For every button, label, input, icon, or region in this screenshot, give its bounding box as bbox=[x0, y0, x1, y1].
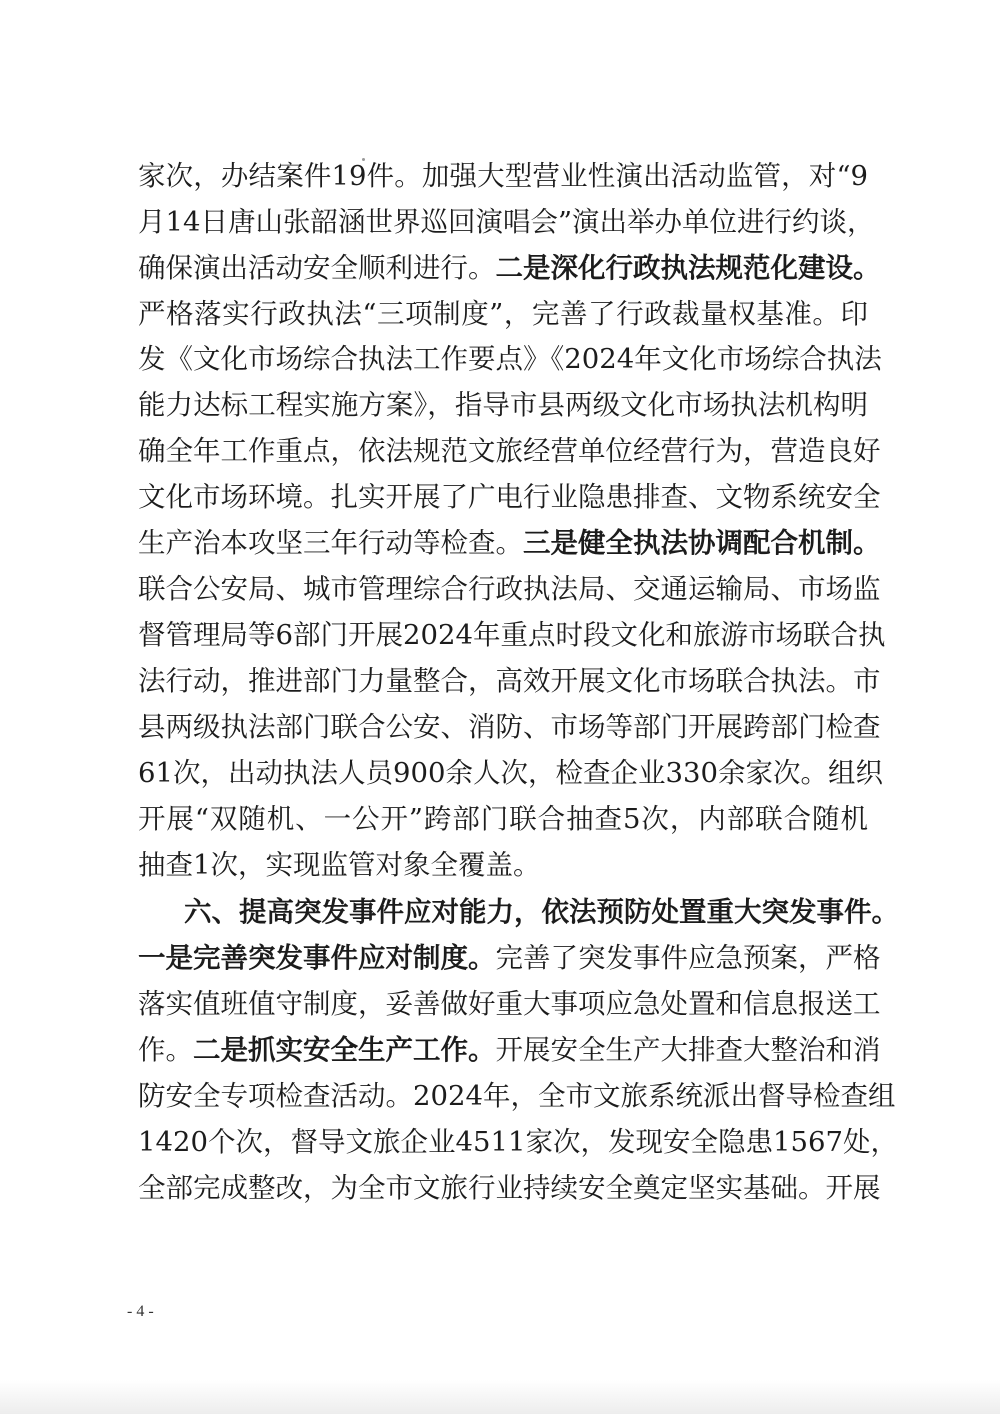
text-line bbox=[138, 248, 881, 288]
text-line bbox=[138, 339, 882, 379]
text-line bbox=[138, 938, 881, 978]
text-line bbox=[138, 156, 868, 196]
text-segment: 全部完成整改，为全市文旅行业持续安全奠定坚实基础。开展 bbox=[138, 1172, 881, 1204]
text-line bbox=[138, 1168, 881, 1208]
text-line bbox=[138, 569, 881, 609]
bold-text-segment: 二是深化行政执法规范化建设。 bbox=[495, 252, 881, 284]
bold-text-segment: 一是完善突发事件应对制度。 bbox=[138, 942, 496, 974]
text-line bbox=[138, 753, 883, 793]
text-segment: 确保演出活动安全顺利进行。 bbox=[138, 252, 496, 284]
text-segment: 严格落实行政执法“三项制度”，完善了行政裁量权基准。印 bbox=[138, 298, 868, 330]
text-line bbox=[138, 1076, 896, 1116]
text-segment: 家次，办结案件19件。加强大型营业性演出活动监管，对“9 bbox=[138, 160, 868, 192]
text-line bbox=[138, 615, 886, 655]
scan-edge-shadow bbox=[0, 1380, 1000, 1414]
text-line bbox=[138, 385, 868, 425]
bold-text-segment: 二是抓实安全生产工作。 bbox=[193, 1034, 496, 1066]
text-line bbox=[138, 707, 881, 747]
text-segment: 61次，出动执法人员900余人次，检查企业330余家次。组织 bbox=[138, 757, 883, 789]
text-segment: 作。 bbox=[138, 1034, 193, 1066]
text-line bbox=[138, 845, 868, 885]
text-segment: 生产治本攻坚三年行动等检查。 bbox=[138, 527, 523, 559]
text-segment: 防安全专项检查活动。2024年，全市文旅系统派出督导检查组 bbox=[138, 1080, 896, 1112]
bold-text-segment: 三是健全执法协调配合机制。 bbox=[523, 527, 881, 559]
text-segment: 法行动，推进部门力量整合，高效开展文化市场联合执法。市 bbox=[138, 665, 881, 697]
text-line bbox=[138, 1030, 881, 1070]
text-line bbox=[138, 799, 868, 839]
text-segment: 抽查1次，实现监管对象全覆盖。 bbox=[138, 849, 541, 881]
page-number: - 4 - bbox=[127, 1303, 154, 1320]
text-segment: 能力达标工程实施方案》，指导市县两级文化市场执法机构明 bbox=[138, 389, 868, 421]
text-segment: 开展安全生产大排查大整治和消 bbox=[495, 1034, 881, 1066]
text-line bbox=[184, 892, 899, 932]
text-line bbox=[138, 202, 875, 242]
text-line bbox=[138, 661, 881, 701]
text-line bbox=[138, 477, 881, 517]
text-segment: 联合公安局、城市管理综合行政执法局、交通运输局、市场监 bbox=[138, 573, 881, 605]
text-segment: 落实值班值守制度，妥善做好重大事项应急处置和信息报送工 bbox=[138, 988, 881, 1020]
text-line bbox=[138, 294, 868, 334]
text-segment: 县两级执法部门联合公安、消防、市场等部门开展跨部门检查 bbox=[138, 711, 881, 743]
text-segment: 确全年工作重点，依法规范文旅经营单位经营行为，营造良好 bbox=[138, 435, 881, 467]
text-segment: 1420个次，督导文旅企业4511家次，发现安全隐患1567处， bbox=[138, 1126, 898, 1158]
text-segment: 月14日唐山张韶涵世界巡回演唱会”演出举办单位进行约谈， bbox=[138, 206, 875, 238]
text-segment: 完善了突发事件应急预案，严格 bbox=[495, 942, 881, 974]
text-segment: 督管理局等6部门开展2024年重点时段文化和旅游市场联合执 bbox=[138, 619, 886, 651]
text-segment: 文化市场环境。扎实开展了广电行业隐患排查、文物系统安全 bbox=[138, 481, 881, 513]
bold-text-segment: 六、提高突发事件应对能力，依法预防处置重大突发事件。 bbox=[184, 896, 899, 928]
text-line bbox=[138, 523, 881, 563]
text-segment: 开展“双随机、一公开”跨部门联合抽查5次，内部联合随机 bbox=[138, 803, 868, 835]
text-line bbox=[138, 1122, 898, 1162]
text-line bbox=[138, 431, 881, 471]
text-line bbox=[138, 984, 881, 1024]
text-segment: 发《文化市场综合执法工作要点》《2024年文化市场综合执法 bbox=[138, 343, 882, 375]
